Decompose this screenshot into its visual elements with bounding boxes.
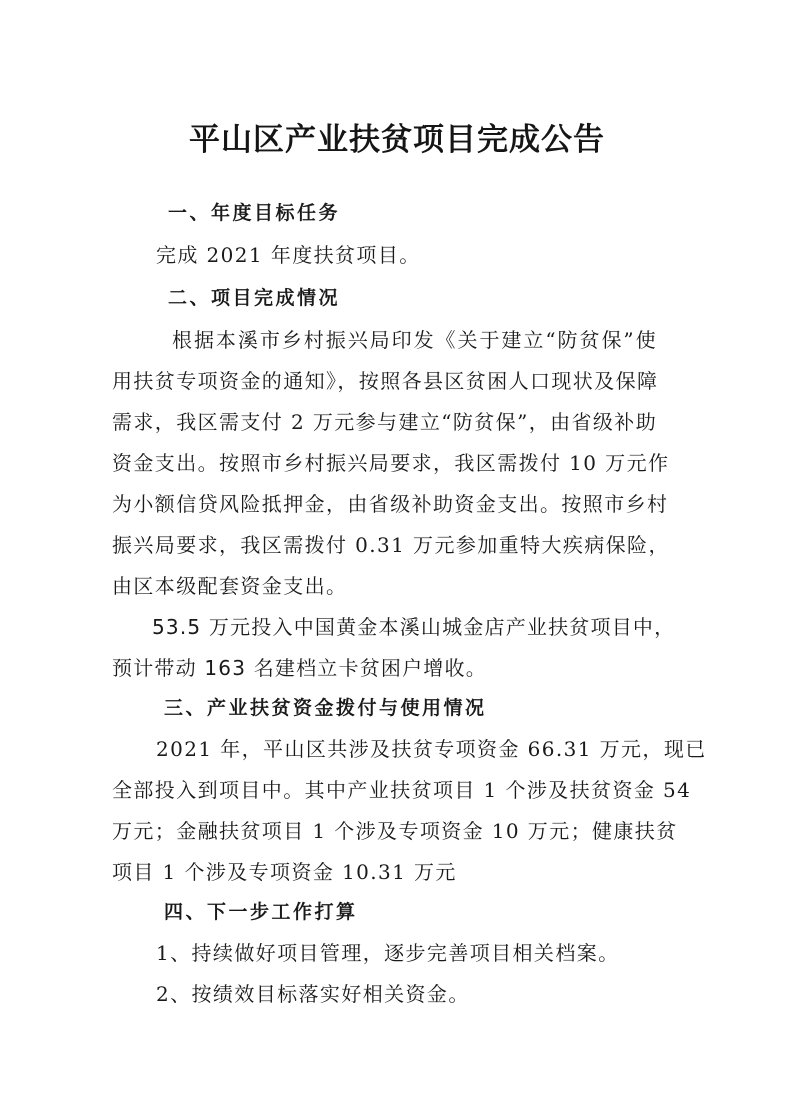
paragraph-line: 2021 年，平山区共涉及扶贫专项资金 66.31 万元，现已 — [156, 737, 707, 761]
paragraph-line: 万元；金融扶贫项目 1 个涉及专项资金 10 万元；健康扶贫 — [112, 819, 678, 843]
paragraph-line: 全部投入到项目中。其中产业扶贫项目 1 个涉及扶贫资金 54 — [112, 778, 692, 802]
section-heading-3: 三、产业扶贫资金拨付与使用情况 — [164, 697, 487, 719]
page-title: 平山区产业扶贫项目完成公告 — [189, 122, 605, 158]
paragraph-line: 根据本溪市乡村振兴局印发《关于建立“防贫保”使 — [172, 328, 657, 352]
paragraph-line: 用扶贫专项资金的通知》，按照各县区贫困人口现状及保障 — [112, 369, 659, 393]
paragraph-line: 由区本级配套资金支出。 — [112, 574, 348, 598]
paragraph-line: 53.5 万元投入中国黄金本溪山城金店产业扶贫项目中， — [152, 615, 676, 639]
paragraph-line: 资金支出。按照市乡村振兴局要求，我区需拨付 10 万元作 — [112, 451, 670, 475]
section-heading-2: 二、项目完成情况 — [168, 287, 341, 309]
section-heading-4: 四、下一步工作打算 — [164, 901, 358, 923]
paragraph-line: 2、按绩效目标落实好相关资金。 — [156, 982, 470, 1006]
paragraph-line: 1、持续做好项目管理，逐步完善项目相关档案。 — [156, 941, 620, 965]
paragraph-line: 完成 2021 年度扶贫项目。 — [156, 243, 421, 267]
section-heading-1: 一、年度目标任务 — [168, 202, 341, 224]
paragraph-line: 项目 1 个涉及专项资金 10.31 万元 — [112, 860, 457, 884]
paragraph-line: 为小额信贷风险抵押金，由省级补助资金支出。按照市乡村 — [112, 492, 669, 516]
paragraph-line: 需求，我区需支付 2 万元参与建立“防贫保”，由省级补助 — [112, 410, 658, 434]
paragraph-line: 振兴局要求，我区需拨付 0.31 万元参加重特大疾病保险， — [112, 533, 670, 557]
paragraph-line: 预计带动 163 名建档立卡贫困户增收。 — [112, 656, 487, 680]
